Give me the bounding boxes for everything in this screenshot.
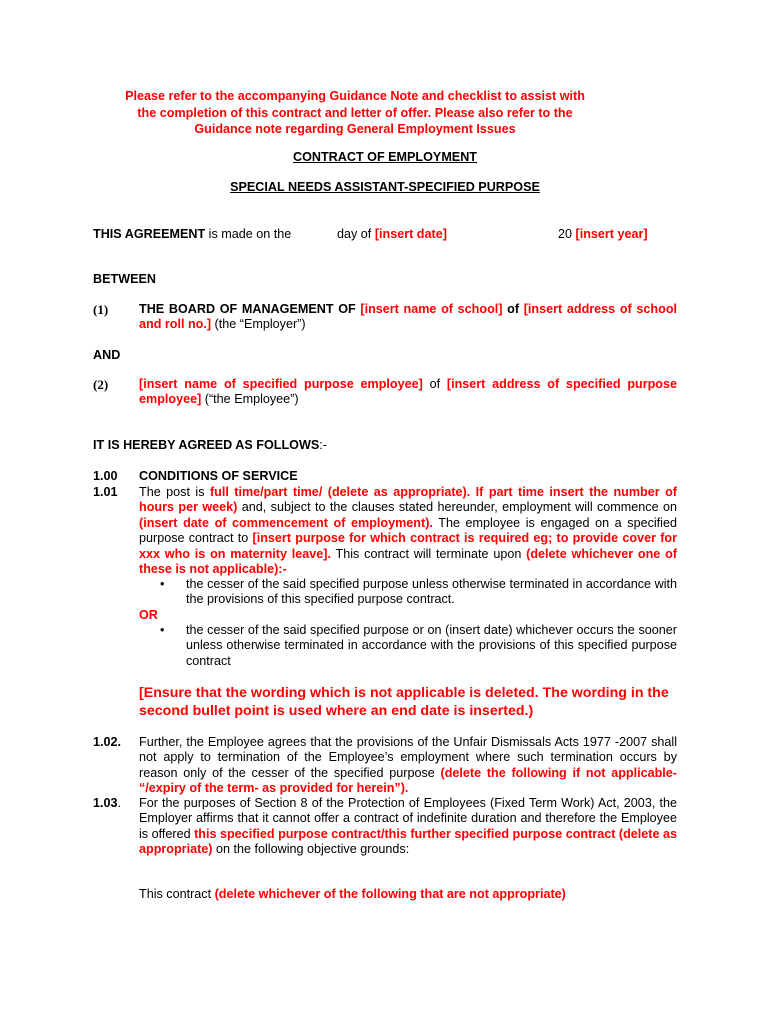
- of-label: of: [502, 302, 524, 316]
- employer-role: (the “Employer”): [211, 317, 306, 332]
- clause-placeholder: full time/part time/ (delete as appropriate). If part time insert the number of hours per week): [139, 485, 677, 515]
- bullet-icon: •: [160, 623, 165, 637]
- of-label: of: [422, 377, 447, 391]
- clause-1-02: [139, 735, 677, 797]
- document-title: CONTRACT OF EMPLOYMENT: [293, 150, 477, 164]
- agreed-heading: [93, 438, 327, 452]
- agreement-lead: [93, 227, 291, 241]
- board-label: THE BOARD OF MANAGEMENT OF: [139, 302, 361, 316]
- or-separator: OR: [139, 608, 158, 622]
- section-number: 1.00: [93, 469, 118, 483]
- agreed-suffix: :-: [319, 438, 327, 452]
- school-address-placeholder: [insert address of school and roll no.]: [139, 302, 678, 332]
- clause-text: This contract will terminate upon: [330, 546, 527, 561]
- clause-text: Further, the Employee agrees that the provisions of the Unfair Dismissals Acts 1977 -2007 shall not apply to termination of the Employee’s employment where such termination occurs by reason only of the cesser of the specified purpose: [139, 735, 677, 780]
- clause-1-01: [139, 485, 677, 577]
- agreement-year: [558, 227, 648, 241]
- clause-placeholder: this specified purpose contract/this further specified purpose contract (delete as appropriate): [139, 826, 677, 857]
- clause-text: This contract: [139, 887, 215, 901]
- clause-text: For the purposes of Section 8 of the Protection of Employees (Fixed Term Work) Act, 2003, the Employer affirms that it cannot offer a contract of indefinite duration and therefore the Employee is offered: [139, 796, 677, 841]
- and-heading: AND: [93, 348, 121, 362]
- bullet-item: the cesser of the said specified purpose or on (insert date) whichever occurs the sooner unless otherwise terminated in accordance with the provisions of this specified purpose contract: [186, 623, 677, 668]
- guidance-notice: [90, 88, 620, 138]
- party1-number: (1): [93, 302, 109, 317]
- section-number: 1.01: [93, 485, 118, 499]
- employee-role: (“the Employee”): [201, 392, 299, 407]
- section-number-text: 1.03: [93, 796, 118, 810]
- party2-text: [139, 377, 677, 408]
- section-heading: CONDITIONS OF SERVICE: [139, 469, 298, 483]
- day-of-label: day of: [337, 227, 375, 241]
- notice-line: the completion of this contract and letter of offer. Please also refer to the: [137, 105, 573, 120]
- insert-year-placeholder: [insert year]: [575, 227, 648, 241]
- section-number: [93, 796, 121, 810]
- clause-placeholder: (delete whichever one of these is not applicable):-: [139, 546, 677, 577]
- clause-1-03: [139, 796, 677, 858]
- document-subtitle: SPECIAL NEEDS ASSISTANT-SPECIFIED PURPOSE: [230, 180, 540, 194]
- clause-placeholder: (delete the following if not applicable- “/expiry of the term- as provided for herein”).: [139, 765, 677, 796]
- agreement-title: THIS AGREEMENT: [93, 227, 206, 241]
- clause-text: The post is: [139, 485, 210, 499]
- year-prefix: 20: [558, 227, 576, 241]
- notice-line: Please refer to the accompanying Guidance Note and checklist to assist with: [125, 89, 585, 103]
- bullet-item: the cesser of the said specified purpose unless otherwise terminated in accordance with the provisions of this specified purpose contract.: [186, 577, 677, 607]
- insert-date-placeholder: [insert date]: [374, 227, 447, 241]
- clause-text: and, subject to the clauses stated hereunder, employment will commence on: [237, 500, 677, 515]
- clause-text: on the following objective grounds:: [212, 842, 410, 857]
- notice-line: Guidance note regarding General Employment Issues: [194, 122, 516, 136]
- clause-placeholder: (delete whichever of the following that are not appropriate): [214, 887, 566, 901]
- section-number: 1.02.: [93, 735, 122, 749]
- bullet-icon: •: [160, 577, 165, 591]
- clause-placeholder: (insert date of commencement of employment).: [139, 515, 433, 530]
- school-name-placeholder: [insert name of school]: [360, 302, 503, 316]
- this-contract-line: [139, 887, 677, 901]
- agreed-text: IT IS HEREBY AGREED AS FOLLOWS: [93, 438, 320, 452]
- agreement-day: [337, 227, 447, 241]
- agreement-made-on: is made on the: [205, 227, 292, 241]
- between-heading: BETWEEN: [93, 272, 156, 286]
- party1-text: [139, 302, 677, 333]
- clause-text: The employee is engaged on a specified purpose contract to: [139, 515, 677, 546]
- party2-number: (2): [93, 377, 109, 392]
- clause-placeholder: [insert purpose for which contract is required eg; to provide cover for xxx who is on maternity leave].: [139, 531, 677, 561]
- employee-address-placeholder: [insert address of specified purpose employee]: [139, 377, 677, 407]
- section-number-suffix: .: [117, 796, 122, 810]
- employee-name-placeholder: [insert name of specified purpose employee]: [139, 377, 423, 391]
- ensure-note: [Ensure that the wording which is not applicable is deleted. The wording in the second bullet point is used where an end date is inserted.): [139, 685, 669, 719]
